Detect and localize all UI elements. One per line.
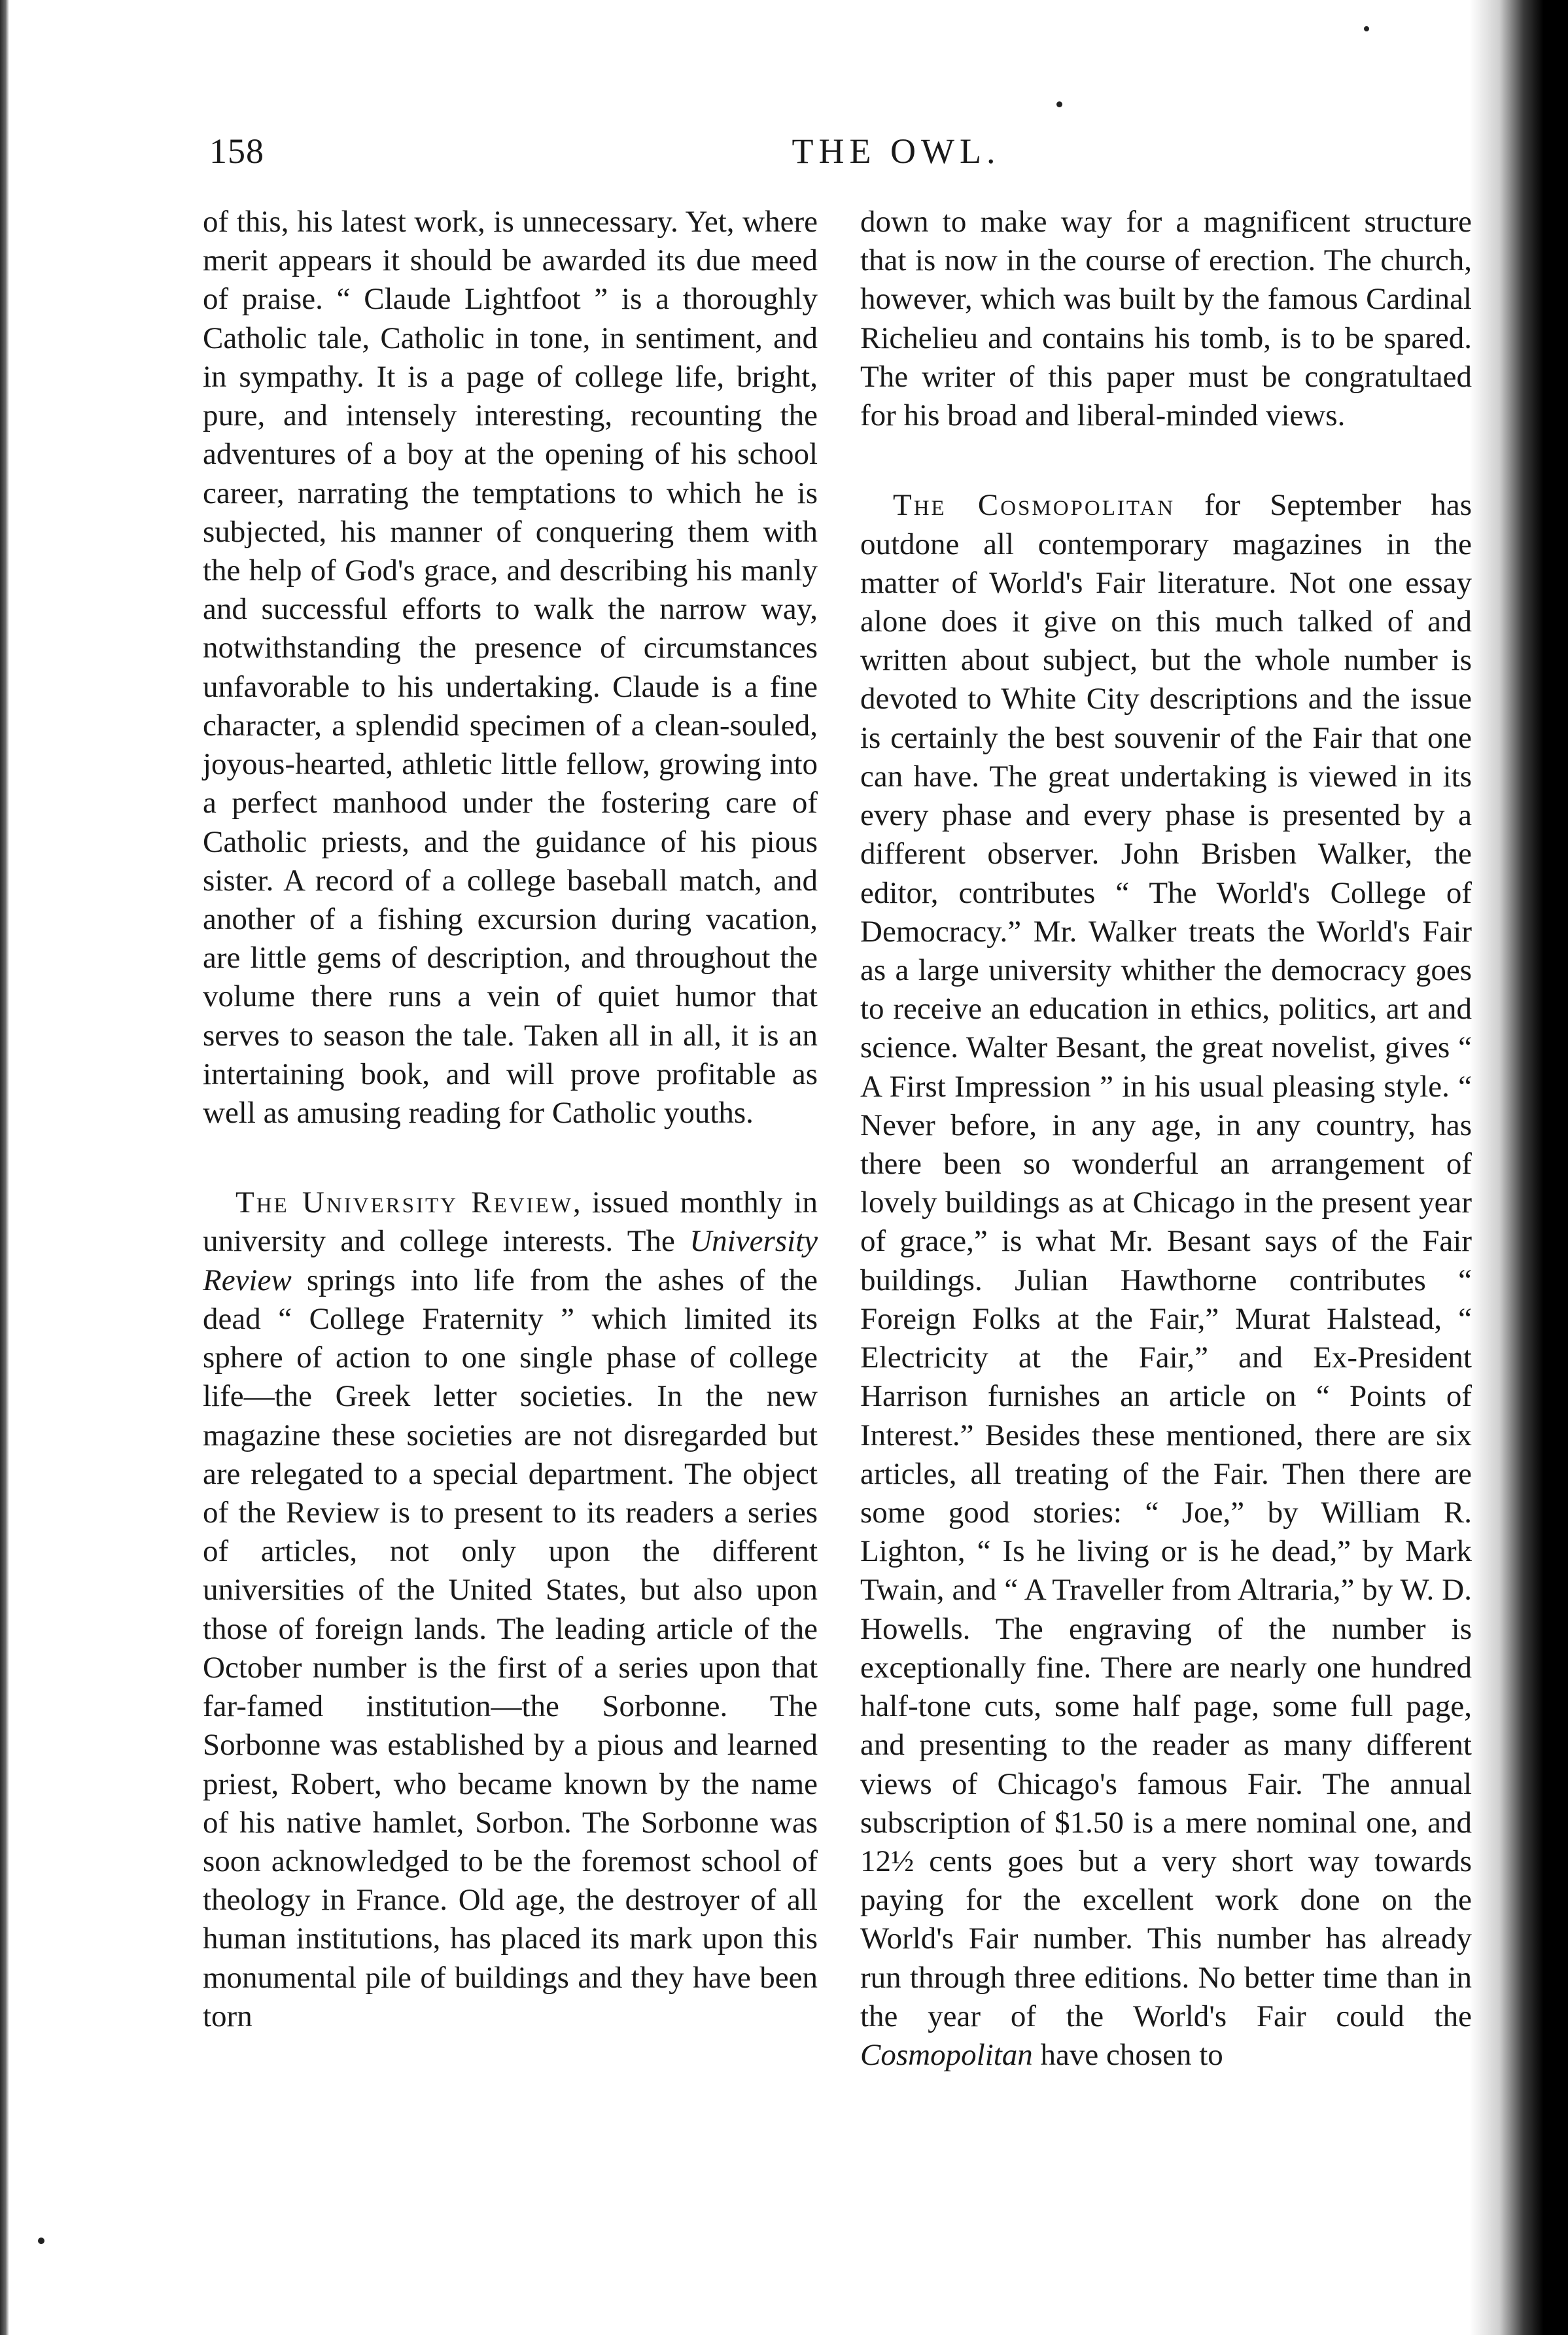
page-header xyxy=(209,131,1439,183)
magazine-name: The Cosmopolitan xyxy=(893,488,1176,523)
paragraph-text: of this, his latest work, is unnecessary. Yet, where merit appears it should be awarded its due meed of praise. “ Claude Lightfoot ” is a thoroughly Catholic tale, Catholic in tone, in sentiment, and in sympathy. It is a page of college life, bright, pure, and intensely interesting, recounting the adventures of a boy at the opening of his school career, narrating the temptations to which he is subjected, his manner of conquering them with the help of God's grace, and describing his manly and successful efforts to walk the narrow way, notwithstanding the presence of circumstances unfavorable to his undertaking. Claude is a fine character, a splendid specimen of a clean-souled, joyous-hearted, athletic little fellow, growing into a perfect manhood under the fostering care of Catholic priests, and the guidance of his pious sister. A record of a college baseball match, and another of a fishing excursion during vacation, are little gems of description, and throughout the volume there runs a vein of quiet humor that serves to season the tale. Taken all in all, it is an intertaining book, and will prove profitable as well as amusing reading for Catholic youths. xyxy=(203,205,818,1131)
paragraph-text: have chosen to xyxy=(1032,2038,1223,2073)
sorbonne-continuation xyxy=(860,203,1472,435)
claude-lightfoot-review xyxy=(203,203,818,1132)
right-column xyxy=(860,203,1472,2075)
paragraph-text: for September has outdone all contemporary magazines in the matter of World's Fair literature. Not one essay alone does it give on this much talked of and written about subject, but the whole number is devoted to White City descriptions and the issue is certainly the best souvenir of the Fair that one can have. The great undertaking is viewed in its every phase and every phase is presented by a different observer. John Brisben Walker, the editor, contributes “ The World's College of Democracy.” Mr. Walker treats the World's Fair as a large university whither the democracy goes to receive an education in ethics, politics, art and science. Walter Besant, the great novelist, gives “ A First Impression ” in his usual pleasing style. “ Never before, in any age, in any country, has there been so wonderful an arrangement of lovely buildings as at Chicago in the present year of grace,” is what Mr. Besant says of the Fair buildings. Julian Hawthorne contributes “ Foreign Folks at the Fair,” Murat Halstead, “ Electricity at the Fair,” and Ex-President Harrison furnishes an article on “ Points of Interest.” Besides these mentioned, there are six articles, all treating of the Fair. Then there are some good stories: “ Joe,” by William R. Lighton, “ Is he living or is he dead,” by Mark Twain, and “ A Traveller from Altraria,” by W. D. Howells. The engraving of the number is exceptionally fine. There are nearly one hundred half-tone cuts, some half page, some full page, and presenting to the reader as many different views of Chicago's famous Fair. The annual subscription of $1.50 is a mere nominal one, and 12½ cents goes but a very short way towards paying for the excellent work done on the World's Fair number. This number has already run through three editions. No better time than in the year of the World's Fair could the xyxy=(860,488,1472,2033)
scanned-page-binding-edge xyxy=(1470,0,1568,2335)
paragraph-text: down to make way for a magnificent structure that is now in the course of erection. The church, however, which was built by the famous Cardinal Richelieu and contains his tomb, is to be spared. The writer of this paper must be congratultaed for his broad and liberal-minded views. xyxy=(860,205,1472,433)
magazine-title-italic: University Review xyxy=(203,1224,818,1297)
paragraph-text: springs into life from the ashes of the dead “ College Fraternity ” which limited its sphere of action to one single phase of college life—the Greek letter societies. In the new magazine these societies are not disregarded but are relegated to a special department. The object of the Review is to present to its readers a series of articles, not only upon the different universities of the United States, but also upon those of foreign lands. The leading article of the October number is the first of a series upon that far-famed institution—the Sorbonne. The Sorbonne was established by a pious and learned priest, Robert, who became known by the name of his native hamlet, Sorbon. The Sorbonne was soon acknowledged to be the foremost school of theology in France. Old age, the destroyer of all human institutions, has placed its mark upon this monumental pile of buildings and they have been torn xyxy=(203,1263,818,2033)
running-title: THE OWL. xyxy=(792,132,1001,171)
scan-speck xyxy=(1364,26,1369,31)
scan-speck xyxy=(38,2238,44,2244)
scanned-page-left-edge xyxy=(0,0,9,2335)
magazine-title-italic: Cosmopolitan xyxy=(860,2038,1033,2073)
scan-speck xyxy=(1056,101,1062,107)
page-number: 158 xyxy=(209,132,264,171)
cosmopolitan-notice xyxy=(860,486,1472,2075)
left-column xyxy=(203,203,818,2036)
magazine-name: The University Review xyxy=(235,1185,573,1220)
paragraph-text: , issued monthly in university and college interests. The xyxy=(203,1185,818,1259)
university-review-notice xyxy=(203,1184,818,2036)
